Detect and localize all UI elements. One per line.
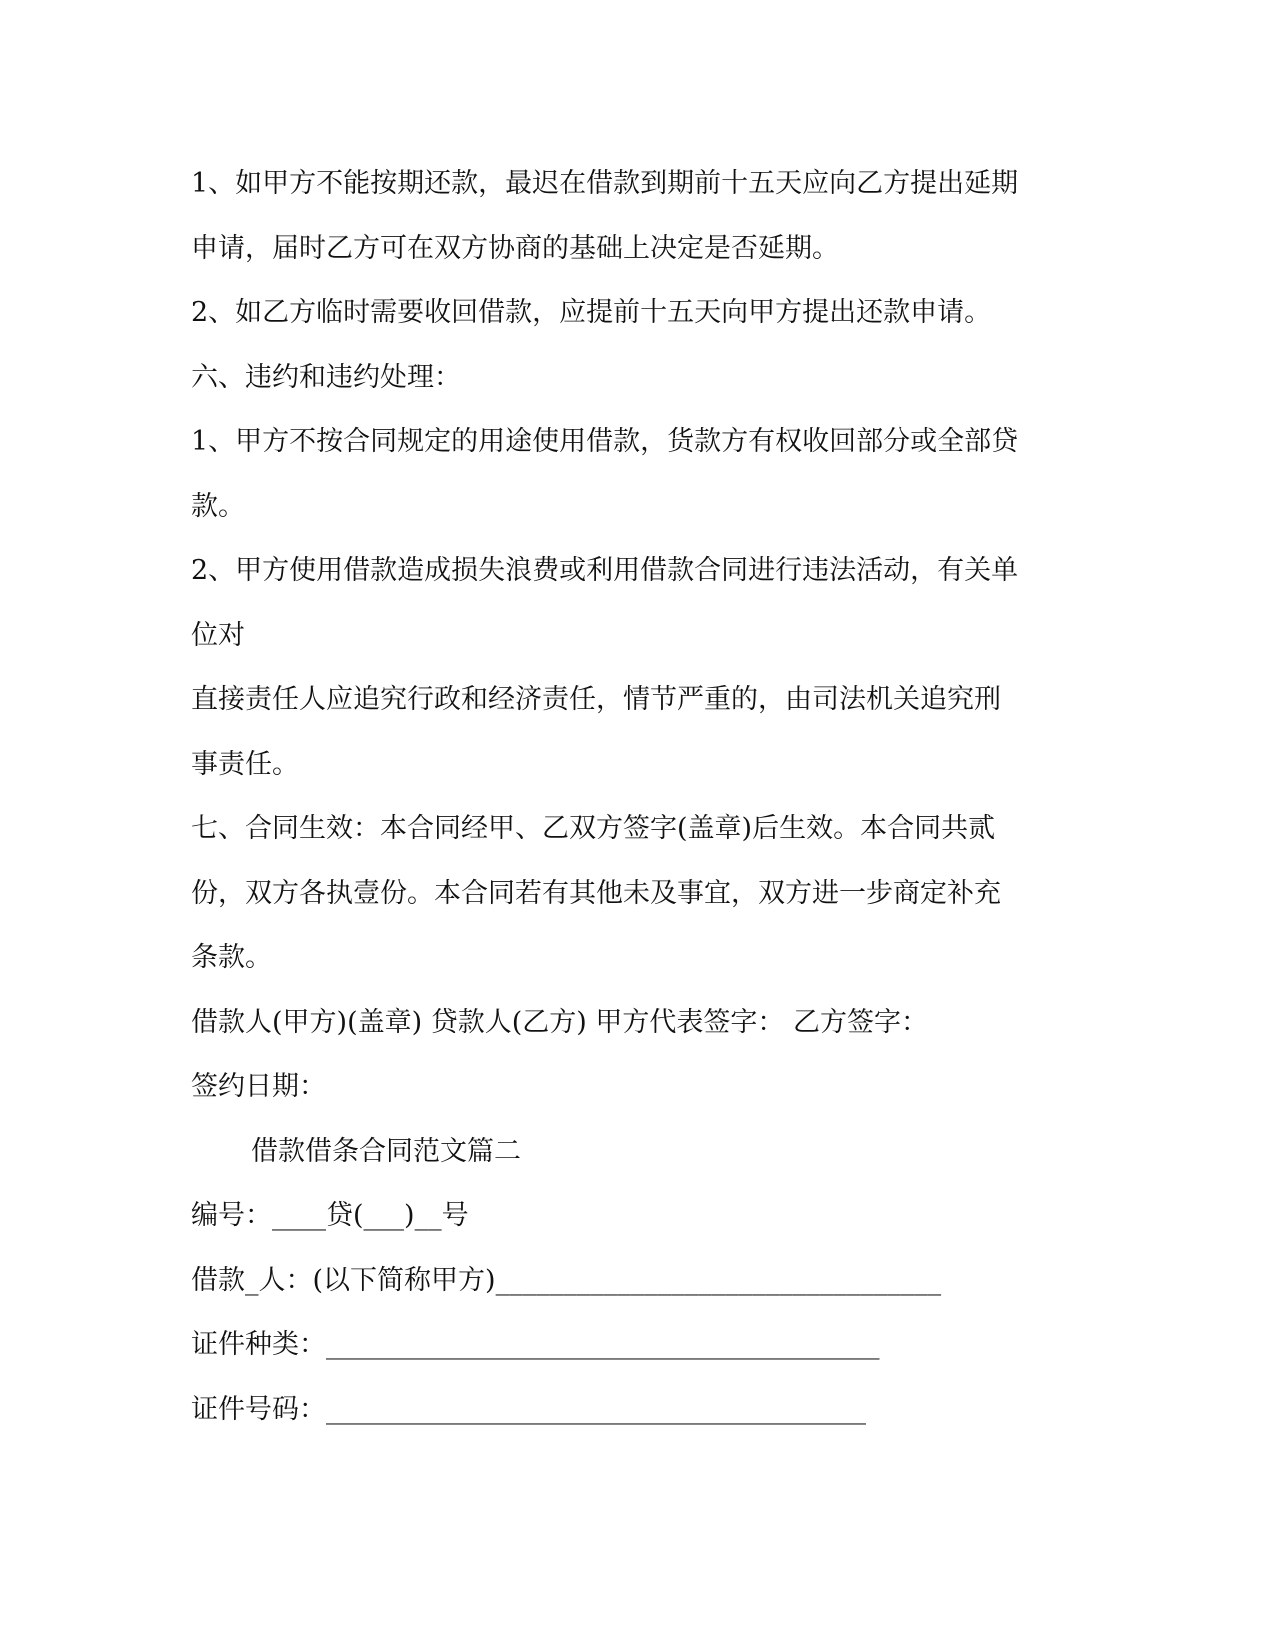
document-body xyxy=(191,162,1091,1452)
signature-line: 借款人(甲方)(盖章) 贷款人(乙方) 甲方代表签字： 乙方签字： xyxy=(191,1006,928,1038)
text-line: 款。 xyxy=(191,490,245,522)
borrower-field: 借款_人：(以下简称甲方)_________________________________ xyxy=(191,1264,942,1296)
document-subtitle: 借款借条合同范文篇二 xyxy=(251,1135,521,1167)
section-heading: 六、违约和违约处理： xyxy=(191,361,461,393)
text-line: 2、甲方使用借款造成损失浪费或利用借款合同进行违法活动，有关单 xyxy=(191,555,1019,586)
text-line: 申请，届时乙方可在双方协商的基础上决定是否延期。 xyxy=(191,232,839,264)
text-line: 份，双方各执壹份。本合同若有其他未及事宜，双方进一步商定补充 xyxy=(191,877,1001,909)
signing-date-line: 签约日期： xyxy=(191,1071,326,1102)
contract-number-field: 编号：____贷(___)__号 xyxy=(191,1200,469,1231)
id-number-field: 证件号码：________________________________________ xyxy=(191,1393,866,1425)
text-line: 1、甲方不按合同规定的用途使用借款，货款方有权收回部分或全部贷 xyxy=(191,426,1019,457)
text-line: 条款。 xyxy=(191,942,272,973)
id-type-field: 证件种类：_________________________________________ xyxy=(191,1329,880,1360)
text-line: 七、合同生效：本合同经甲、乙双方签字(盖章)后生效。本合同共贰 xyxy=(191,813,996,844)
text-line: 1、如甲方不能按期还款，最迟在借款到期前十五天应向乙方提出延期 xyxy=(191,168,1019,199)
text-line: 事责任。 xyxy=(191,748,299,780)
text-line: 直接责任人应追究行政和经济责任，情节严重的，由司法机关追究刑 xyxy=(191,684,1001,715)
text-line: 2、如乙方临时需要收回借款，应提前十五天向甲方提出还款申请。 xyxy=(191,297,992,328)
text-line: 位对 xyxy=(191,619,245,651)
